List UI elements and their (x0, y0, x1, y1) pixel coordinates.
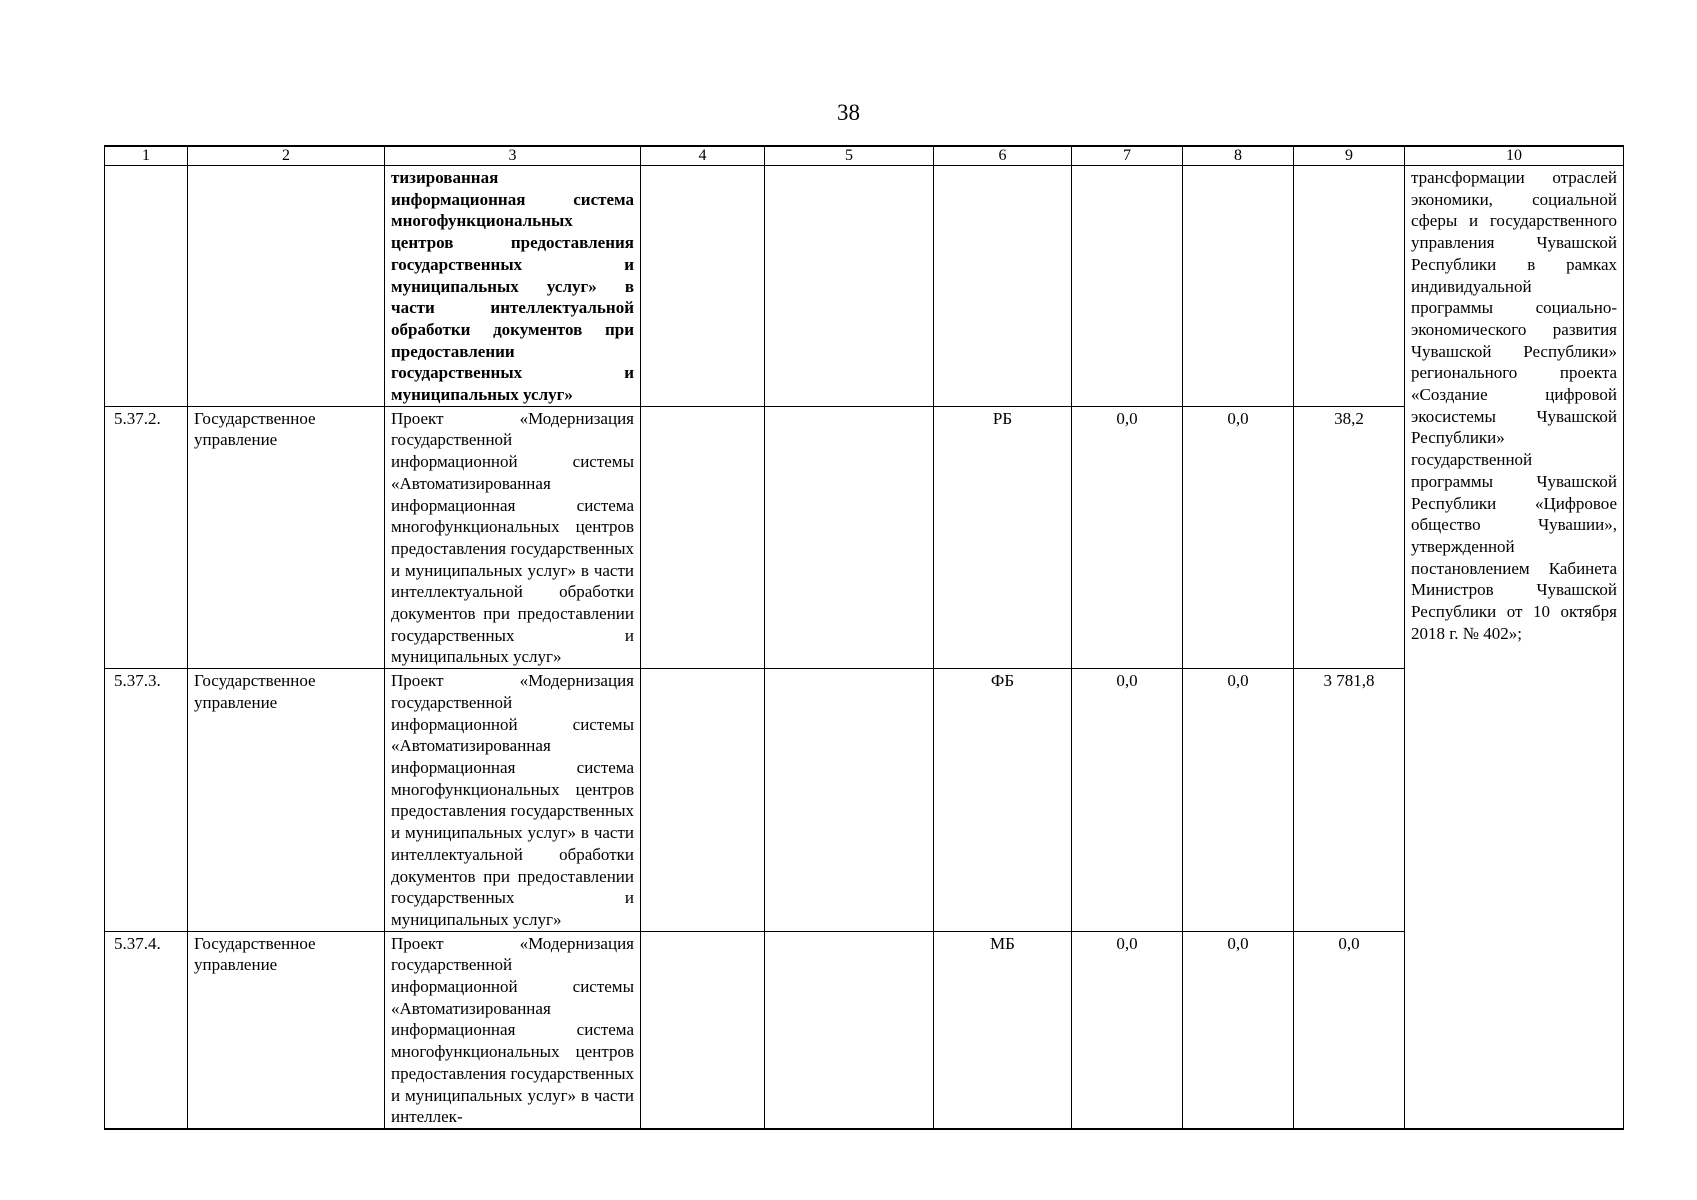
table-row (105, 166, 1624, 407)
page-number: 38 (837, 100, 860, 125)
value-col7: 0,0 (1072, 931, 1183, 1129)
column-header: 5 (765, 146, 934, 166)
value-col8: 0,0 (1183, 406, 1294, 668)
value-col7: 0,0 (1072, 406, 1183, 668)
funding-source: МБ (934, 931, 1072, 1129)
row-area: Государственное управление (188, 669, 385, 931)
purpose-cell: трансформации отраслей экономики, социальной сферы и государственного управления Чувашской Республики в рамках индивидуальной программы социально-экономического развития Чувашской Республики» регионального проекта «Создание цифровой экосистемы Чувашской Республики» государственной программы Чувашской Республики «Цифровое общество Чувашии», утвержденной постановлением Кабинета Министров Чувашской Республики от 10 октября 2018 г. № 402»; (1405, 166, 1624, 1129)
row-description: Проект «Модернизация государственной информационной системы «Автоматизированная информационная система многофункциональных центров предоставления государственных и муниципальных услуг» в части интеллектуальной обработки документов при предоставлении государственных и муниципальных услуг» (385, 669, 641, 931)
funding-source: РБ (934, 406, 1072, 668)
column-header: 1 (105, 146, 188, 166)
row-description: Проект «Модернизация государственной информационной системы «Автоматизированная информационная система многофункциональных центров предоставления государственных и муниципальных услуг» в части интеллектуальной обработки документов при предоставлении государственных и муниципальных услуг» (385, 406, 641, 668)
table-row (105, 931, 1624, 1129)
value-col8: 0,0 (1183, 931, 1294, 1129)
value-col7: 0,0 (1072, 669, 1183, 931)
column-header: 8 (1183, 146, 1294, 166)
row-number: 5.37.3. (105, 669, 188, 931)
column-header: 2 (188, 146, 385, 166)
row-number: 5.37.4. (105, 931, 188, 1129)
column-header: 10 (1405, 146, 1624, 166)
funding-source: ФБ (934, 669, 1072, 931)
row-description: Проект «Модернизация государственной информационной системы «Автоматизированная информационная система многофункциональных центров предоставления государственных и муниципальных услуг» в части интеллек- (385, 931, 641, 1129)
column-header: 6 (934, 146, 1072, 166)
column-header: 9 (1294, 146, 1405, 166)
value-col9: 0,0 (1294, 931, 1405, 1129)
column-header: 3 (385, 146, 641, 166)
value-col9: 3 781,8 (1294, 669, 1405, 931)
column-header: 7 (1072, 146, 1183, 166)
row-area: Государственное управление (188, 931, 385, 1129)
table-row (105, 406, 1624, 668)
row-number: 5.37.2. (105, 406, 188, 668)
row-area: Государственное управление (188, 406, 385, 668)
table-row (105, 669, 1624, 931)
row-description: тизированная информационная система многофункциональных центров предоставления государственных и муниципальных услуг» в части интеллектуальной обработки документов при предоставлении государственных и муниципальных услуг» (385, 166, 641, 407)
table-header-row (105, 146, 1624, 166)
value-col8: 0,0 (1183, 669, 1294, 931)
column-header: 4 (641, 146, 765, 166)
data-table (104, 145, 1624, 1130)
value-col9: 38,2 (1294, 406, 1405, 668)
